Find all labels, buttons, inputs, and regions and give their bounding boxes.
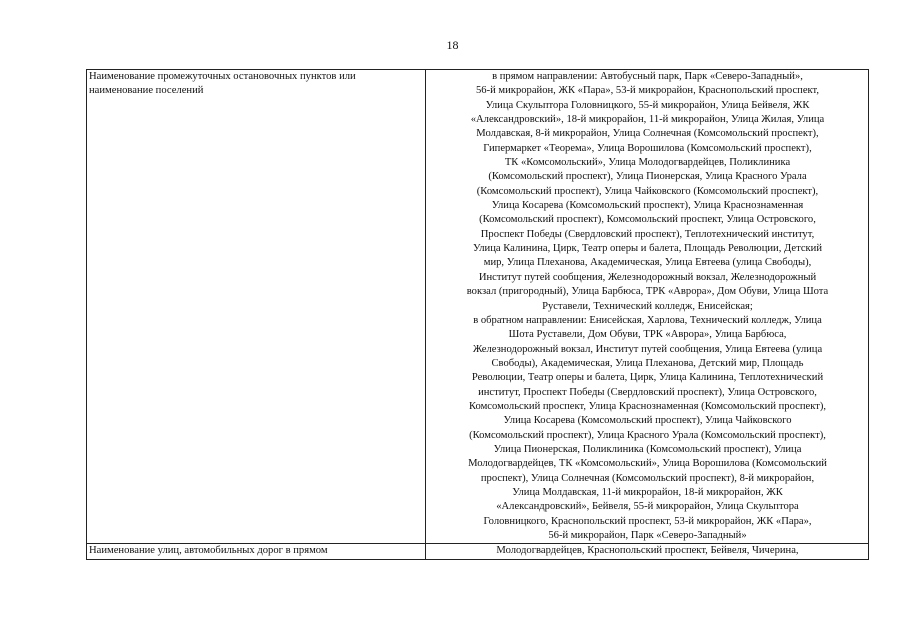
row-value-line: мир, Улица Плеханова, Академическая, Улица Евтеева (улица Свободы),: [483, 257, 812, 269]
row-value-line: Улица Косарева (Комсомольский проспект), Улица Чайковского: [503, 415, 792, 427]
row-label-line: Наименование промежуточных остановочных пунктов или: [89, 71, 356, 82]
row-value-line: институт, Проспект Победы (Свердловский проспект), Улица Островского,: [478, 386, 817, 398]
row-value-line: вокзал (пригородный), Улица Барбюса, ТРК «Аврора», Дом Обуви, Улица Шота: [466, 286, 829, 298]
row-value-line: Улица Косарева (Комсомольский проспект), Улица Краснознаменная: [491, 200, 804, 212]
row-value-line: (Комсомольский проспект), Улица Красного Урала (Комсомольский проспект),: [469, 429, 826, 441]
row-value-line: Шота Руставели, Дом Обуви, ТРК «Аврора», Улица Барбюса,: [508, 329, 787, 341]
row-value-line: 56-й микрорайон, ЖК «Пара», 53-й микрорайон, Краснопольский проспект,: [475, 85, 820, 97]
row-value-line: проспект), Улица Солнечная (Комсомольский проспект), 8-й микрорайон,: [480, 472, 815, 484]
row-value-line: Революции, Театр оперы и балета, Цирк, Улица Калинина, Теплотехнический: [471, 372, 824, 384]
row-value-line: Комсомольский проспект, Улица Краснознаменная (Комсомольский проспект),: [468, 400, 827, 412]
row-value-line: Улица Пионерская, Поликлиника (Комсомольский проспект), Улица: [493, 443, 802, 455]
row-value-line: Руставели, Технический колледж, Енисейская;: [542, 300, 753, 312]
row-label-cell: [87, 70, 426, 544]
table-row-intermediate-stops: [87, 70, 869, 544]
row-value-line: в обратном направлении: Енисейская, Харлова, Технический колледж, Улица: [473, 314, 822, 326]
row-value-line: Головницкого, Краснопольский проспект, 53-й микрорайон, ЖК «Пара»,: [483, 515, 812, 527]
row-value-line: Молодогвардейцев, ТК «Комсомольский», Улица Ворошилова (Комсомольский: [468, 458, 827, 470]
row-value-line: (Комсомольский проспект), Улица Пионерская, Улица Красного Урала: [488, 171, 807, 183]
row-value-line: «Александровский», 18-й микрорайон, 11-й микрорайон, Улица Жилая, Улица: [470, 114, 825, 126]
row-label-cell: [87, 544, 426, 559]
row-value-line: (Комсомольский проспект), Улица Чайковского (Комсомольский проспект),: [476, 185, 819, 197]
page-number: 18: [446, 38, 459, 52]
row-value-line: (Комсомольский проспект), Комсомольский проспект, Улица Островского,: [479, 214, 816, 226]
row-value-line: Улица Калинина, Цирк, Театр оперы и балета, Площадь Революции, Детский: [472, 243, 823, 255]
row-value-line: Гипермаркет «Теорема», Улица Ворошилова (Комсомольский проспект),: [483, 142, 812, 154]
row-value-cell: [426, 544, 869, 559]
row-value-line: Молодогвардейцев, Краснопольский проспект, Бейвеля, Чичерина,: [496, 545, 799, 557]
route-info-table: [86, 69, 869, 560]
row-value-line: Молдавская, 8-й микрорайон, Улица Солнечная (Комсомольский проспект),: [476, 128, 819, 140]
row-value-line: «Александровский», Бейвеля, 55-й микрорайон, Улица Скульптора: [496, 501, 799, 513]
row-value-line: Железнодорожный вокзал, Институт путей сообщения, Улица Евтеева (улица: [472, 343, 823, 355]
row-value-line: Улица Молдавская, 11-й микрорайон, 18-й микрорайон, ЖК: [512, 486, 783, 498]
row-value-cell: [426, 70, 869, 544]
row-label-line: наименование поселений: [89, 85, 204, 97]
row-value-line: ТК «Комсомольский», Улица Молодогвардейцев, Поликлиника: [504, 157, 791, 169]
table-row-streets: [87, 544, 869, 559]
row-value-line: в прямом направлении: Автобусный парк, Парк «Северо-Западный»,: [492, 71, 803, 82]
row-value-line: Проспект Победы (Свердловский проспект), Теплотехнический институт,: [480, 228, 815, 240]
row-label-line: Наименование улиц, автомобильных дорог в прямом: [89, 545, 328, 557]
row-value-line: Институт путей сообщения, Железнодорожный вокзал, Железнодорожный: [478, 271, 817, 283]
row-value-line: Свободы), Академическая, Улица Плеханова, Детский мир, Площадь: [491, 357, 804, 369]
row-value-line: Улица Скульптора Головницкого, 55-й микрорайон, Улица Бейвеля, ЖК: [485, 99, 810, 111]
row-value-line: 56-й микрорайон, Парк «Северо-Западный»: [548, 530, 747, 541]
